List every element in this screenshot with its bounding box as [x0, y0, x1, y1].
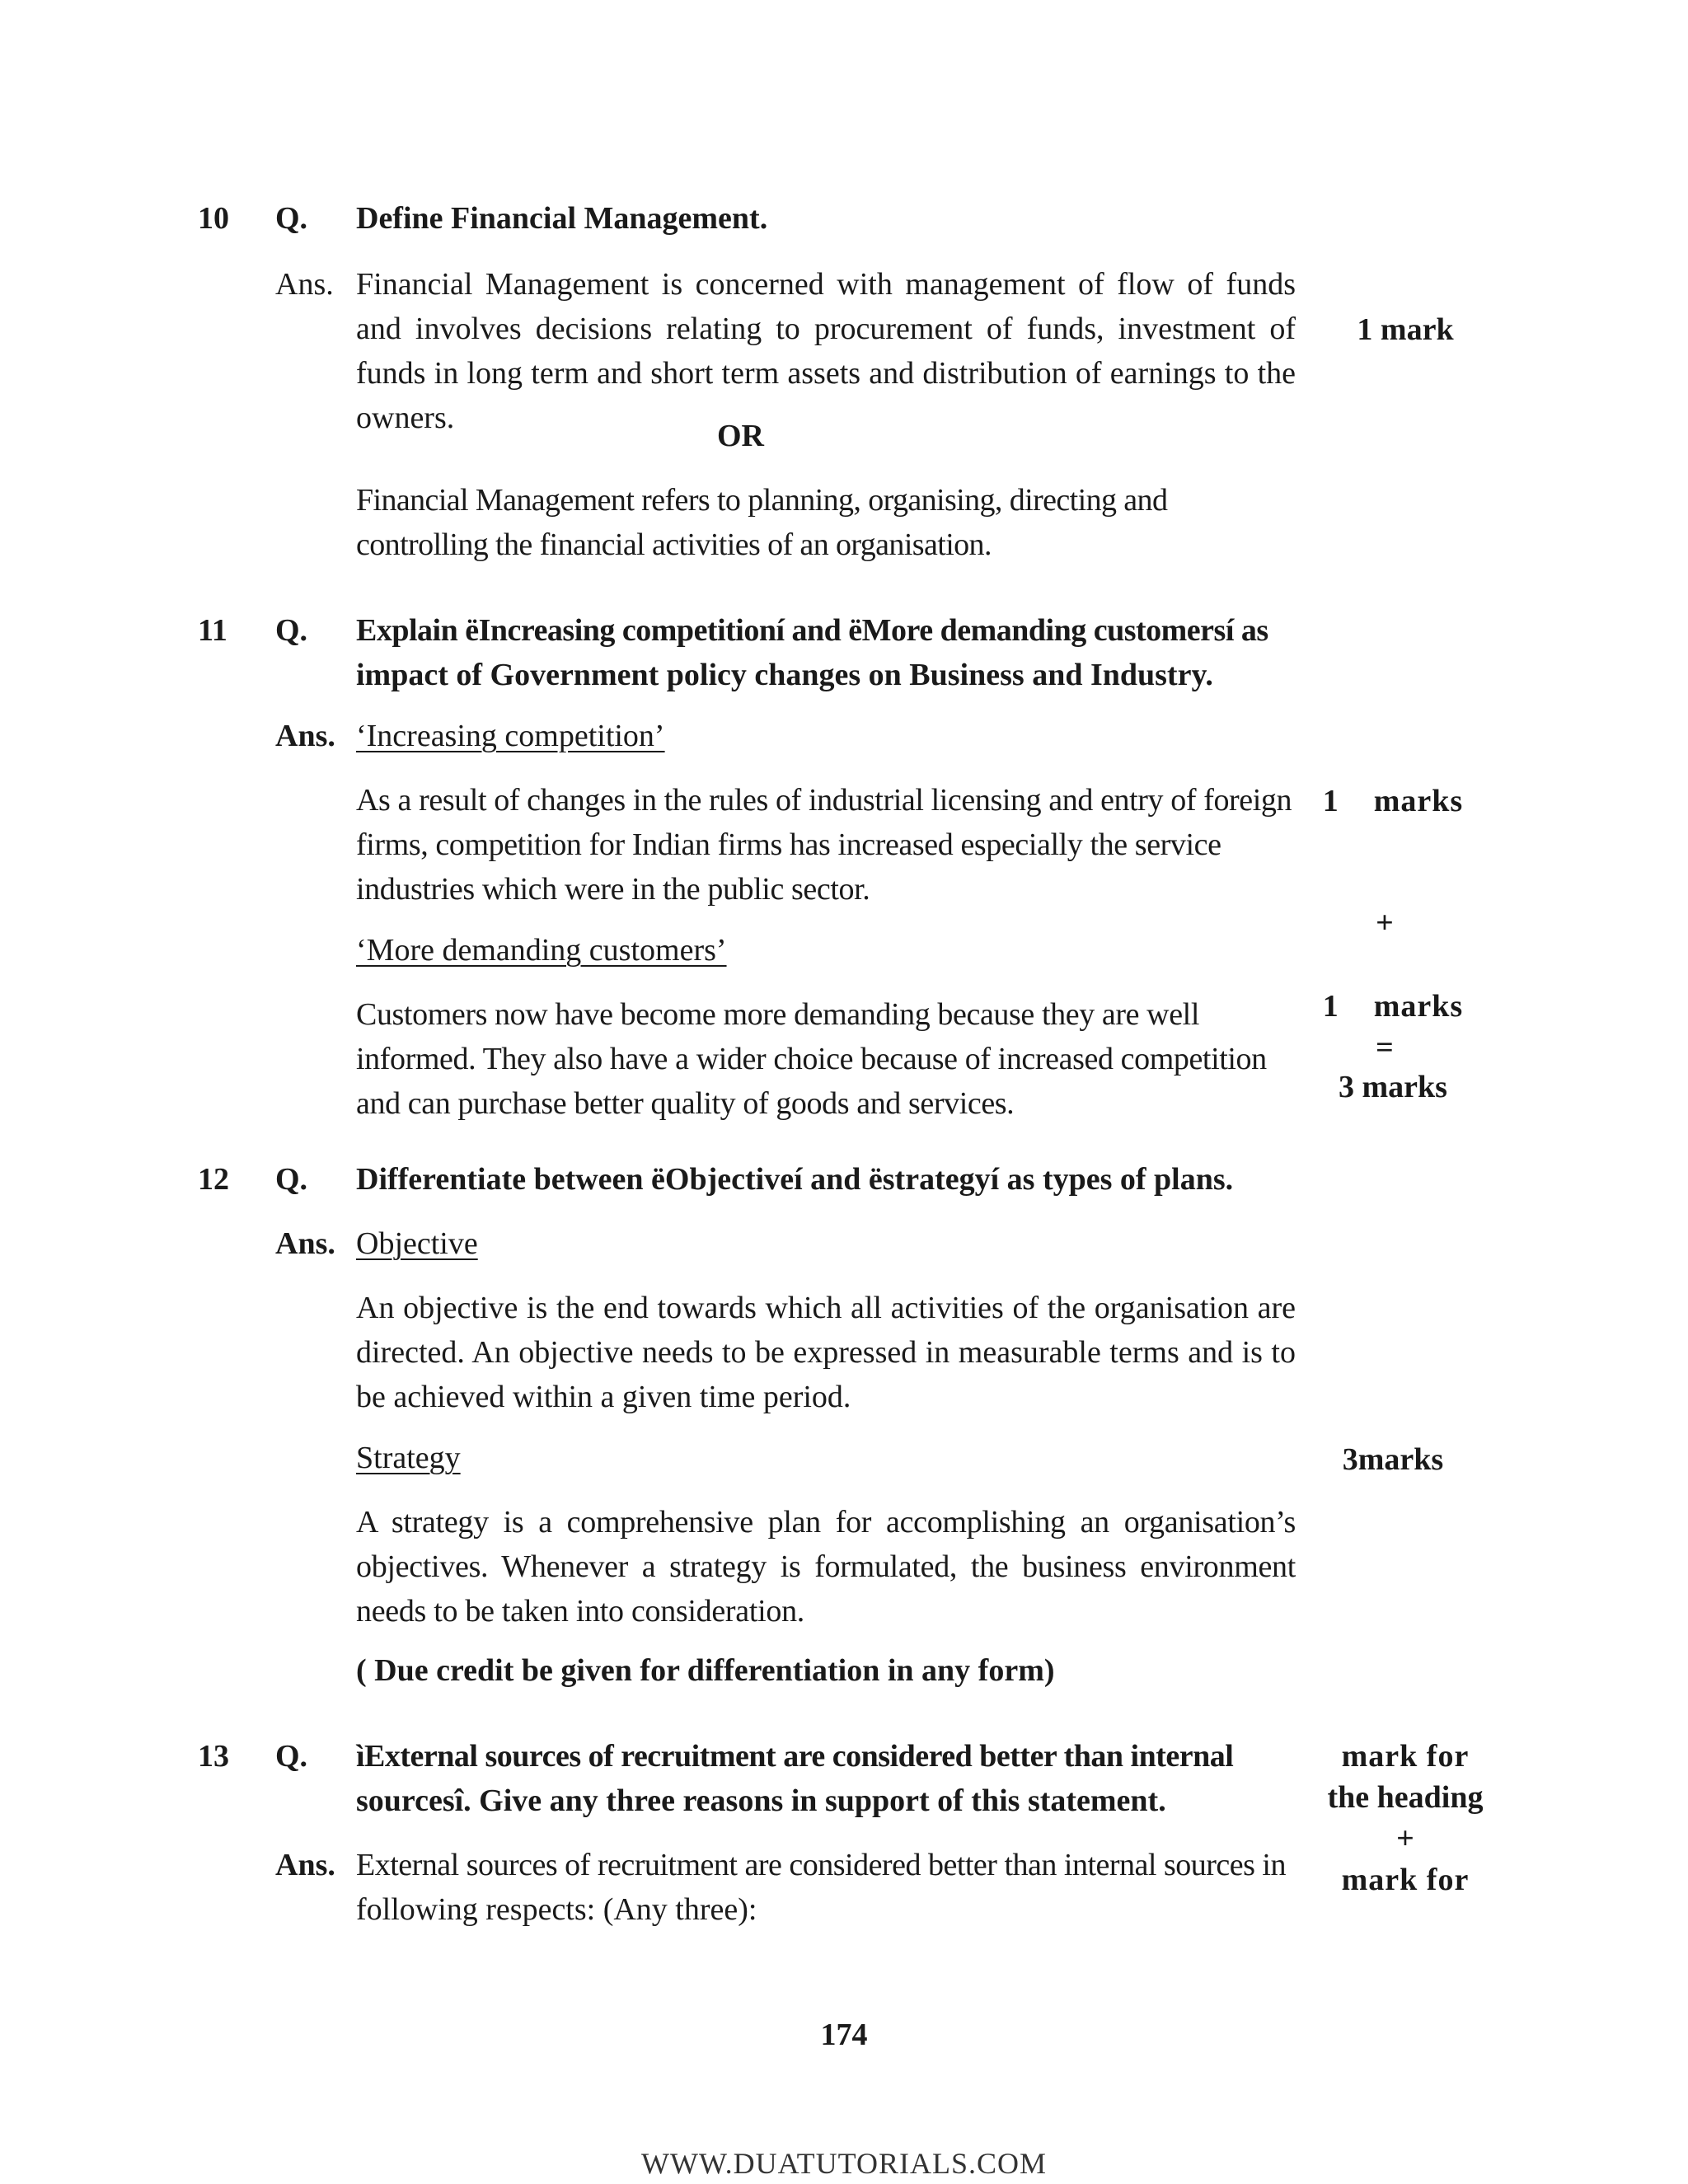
plus-sign: +: [1396, 1821, 1414, 1856]
answer-heading-strategy: Strategy: [356, 1441, 461, 1475]
question-number: 12: [198, 1162, 229, 1197]
marks-label: the heading: [1327, 1780, 1484, 1815]
marks-label: 1 marks: [1322, 784, 1464, 818]
question-text-line2: sourcesî. Give any three reasons in support of this statement.: [356, 1783, 1166, 1818]
question-text: Differentiate between ëObjectiveí and ëstrategyí as types of plans.: [356, 1162, 1234, 1197]
question-text-line2: impact of Government policy changes on Business and Industry.: [356, 658, 1213, 692]
question-label: Q.: [275, 613, 308, 648]
marks-label: 1 mark: [1357, 312, 1454, 347]
question-number: 13: [198, 1739, 229, 1774]
question-text: Define Financial Management.: [356, 201, 768, 236]
answer-paragraph-customers: Customers now have become more demanding because they are well informed. They also have a wider choice because of increased competition and can purchase better quality of goods and services.: [356, 997, 1267, 1121]
question-number: 10: [198, 201, 229, 236]
answer-label: Ans.: [275, 1848, 335, 1882]
marks-label: 1 marks: [1322, 989, 1464, 1024]
answer-paragraph-competition: As a result of changes in the rules of industrial licensing and entry of foreign firms, competition for Indian firms has increased especially the service industries which were in the public sector.: [356, 783, 1292, 907]
question-label: Q.: [275, 1739, 308, 1774]
plus-sign: +: [1376, 906, 1394, 940]
answer-paragraph: Financial Management is concerned with management of flow of funds and involves decisions relating to procurement of funds, investment of funds in long term and short term assets and distribution of earnings to the owners.: [356, 267, 1296, 435]
question-text-line1: Explain ëIncreasing competitioní and ëMore demanding customersí as: [356, 613, 1268, 648]
question-number: 11: [198, 613, 227, 648]
answer-heading-customers: ‘More demanding customers’: [356, 933, 727, 968]
marks-label: 3marks: [1342, 1442, 1444, 1477]
equals-sign: =: [1376, 1030, 1394, 1065]
answer-heading-objective: Objective: [356, 1226, 478, 1261]
answer-text-line1: External sources of recruitment are considered better than internal sources in: [356, 1848, 1286, 1882]
or-separator: OR: [717, 419, 764, 453]
answer-paragraph-alt: Financial Management refers to planning, organising, directing and controlling the financial activities of an organisation.: [356, 483, 1168, 562]
question-label: Q.: [275, 1162, 308, 1197]
marks-label: mark for: [1341, 1863, 1470, 1897]
marking-note: ( Due credit be given for differentiation in any form): [356, 1653, 1055, 1688]
page-number: 174: [820, 2018, 868, 2052]
answer-paragraph-objective: An objective is the end towards which all activities of the organisation are directed. An objective needs to be expressed in measurable terms and is to be achieved within a given time period.: [356, 1291, 1296, 1414]
question-text-line1: ìExternal sources of recruitment are considered better than internal: [356, 1739, 1234, 1774]
marks-label: mark for: [1341, 1739, 1470, 1774]
question-label: Q.: [275, 201, 308, 236]
answer-heading-competition: ‘Increasing competition’: [356, 719, 665, 753]
answer-paragraph-strategy: A strategy is a comprehensive plan for accomplishing an organisation’s objectives. Whenever a strategy is formulated, the business environment needs to be taken into consideration.: [356, 1505, 1296, 1629]
marks-total: 3 marks: [1339, 1070, 1447, 1104]
answer-label: Ans.: [275, 267, 334, 302]
answer-label: Ans.: [275, 719, 335, 753]
answer-text-line2: following respects: (Any three):: [356, 1892, 757, 1927]
footer-website: WWW.DUATUTORIALS.COM: [641, 2147, 1047, 2180]
answer-label: Ans.: [275, 1226, 335, 1261]
